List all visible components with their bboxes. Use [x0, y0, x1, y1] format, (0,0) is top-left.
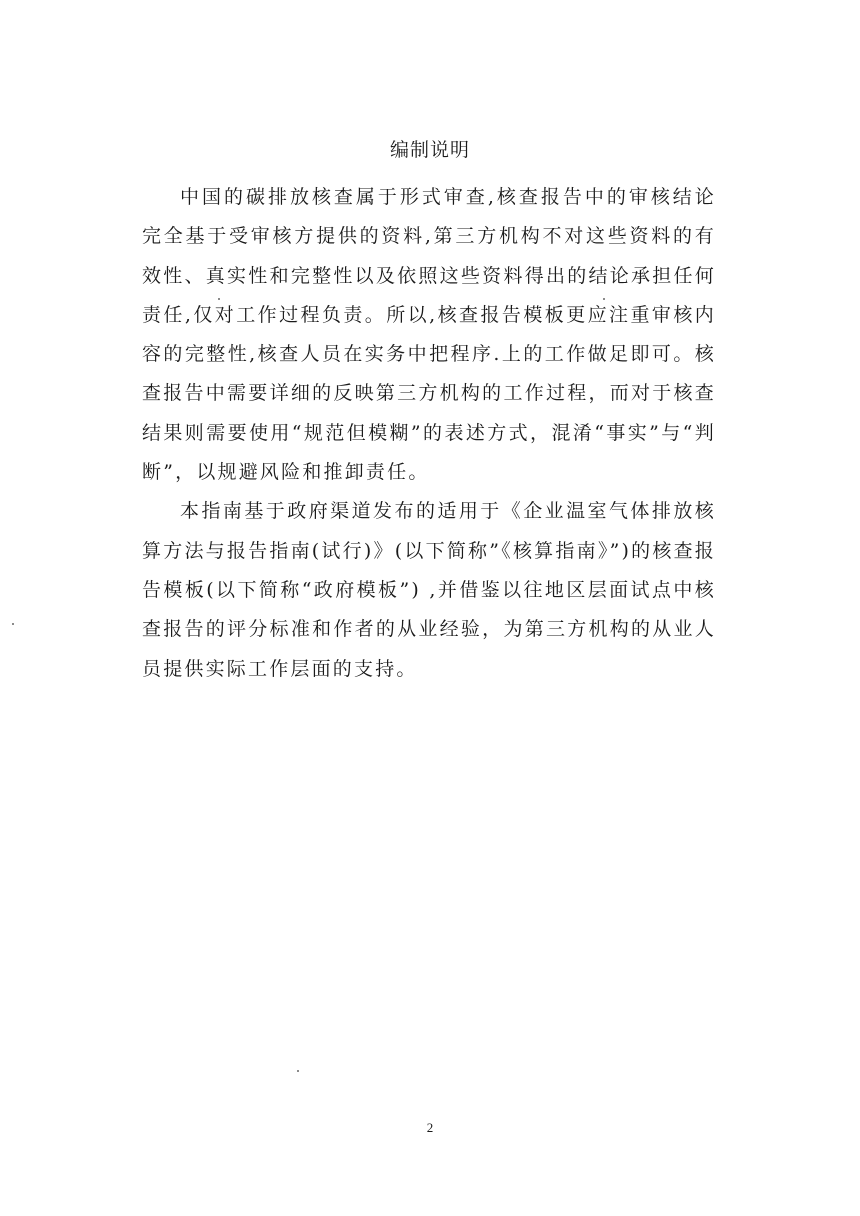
page-number: 2: [426, 1120, 434, 1135]
scan-speck: [12, 623, 14, 625]
scan-speck: [603, 298, 605, 300]
paragraph-1: 中国的碳排放核查属于形式审查,核查报告中的审核结论完全基于受审核方提供的资料,第三方机构不对这些资料的有效性、真实性和完整性以及依照这些资料得出的结论承担任何责任,仅对工作过程负责。所以,核查报告模板更应注重审核内容的完整性,核查人员在实务中把程序.上的工作做足即可。核查报告中需要详细的反映第三方机构的工作过程，而对于核查结果则需要使用“规范但模糊”的表述方式，混淆“事实”与“判断”，以规避风险和推卸责任。: [142, 186, 716, 484]
scan-speck: [297, 1070, 299, 1072]
scan-speck: [218, 298, 220, 300]
body-text: [142, 178, 716, 689]
page-title: 编制说明: [389, 139, 470, 161]
paragraph-2: 本指南基于政府渠道发布的适用于《企业温室气体排放核算方法与报告指南(试行)》(以下简称”《核算指南》”)的核查报告模板(以下简称“政府模板”) ,并借鉴以往地区层面试点中核查报告的评分标准和作者的从业经验，为第三方机构的从业人员提供实际工作层面的支持。: [142, 500, 716, 680]
